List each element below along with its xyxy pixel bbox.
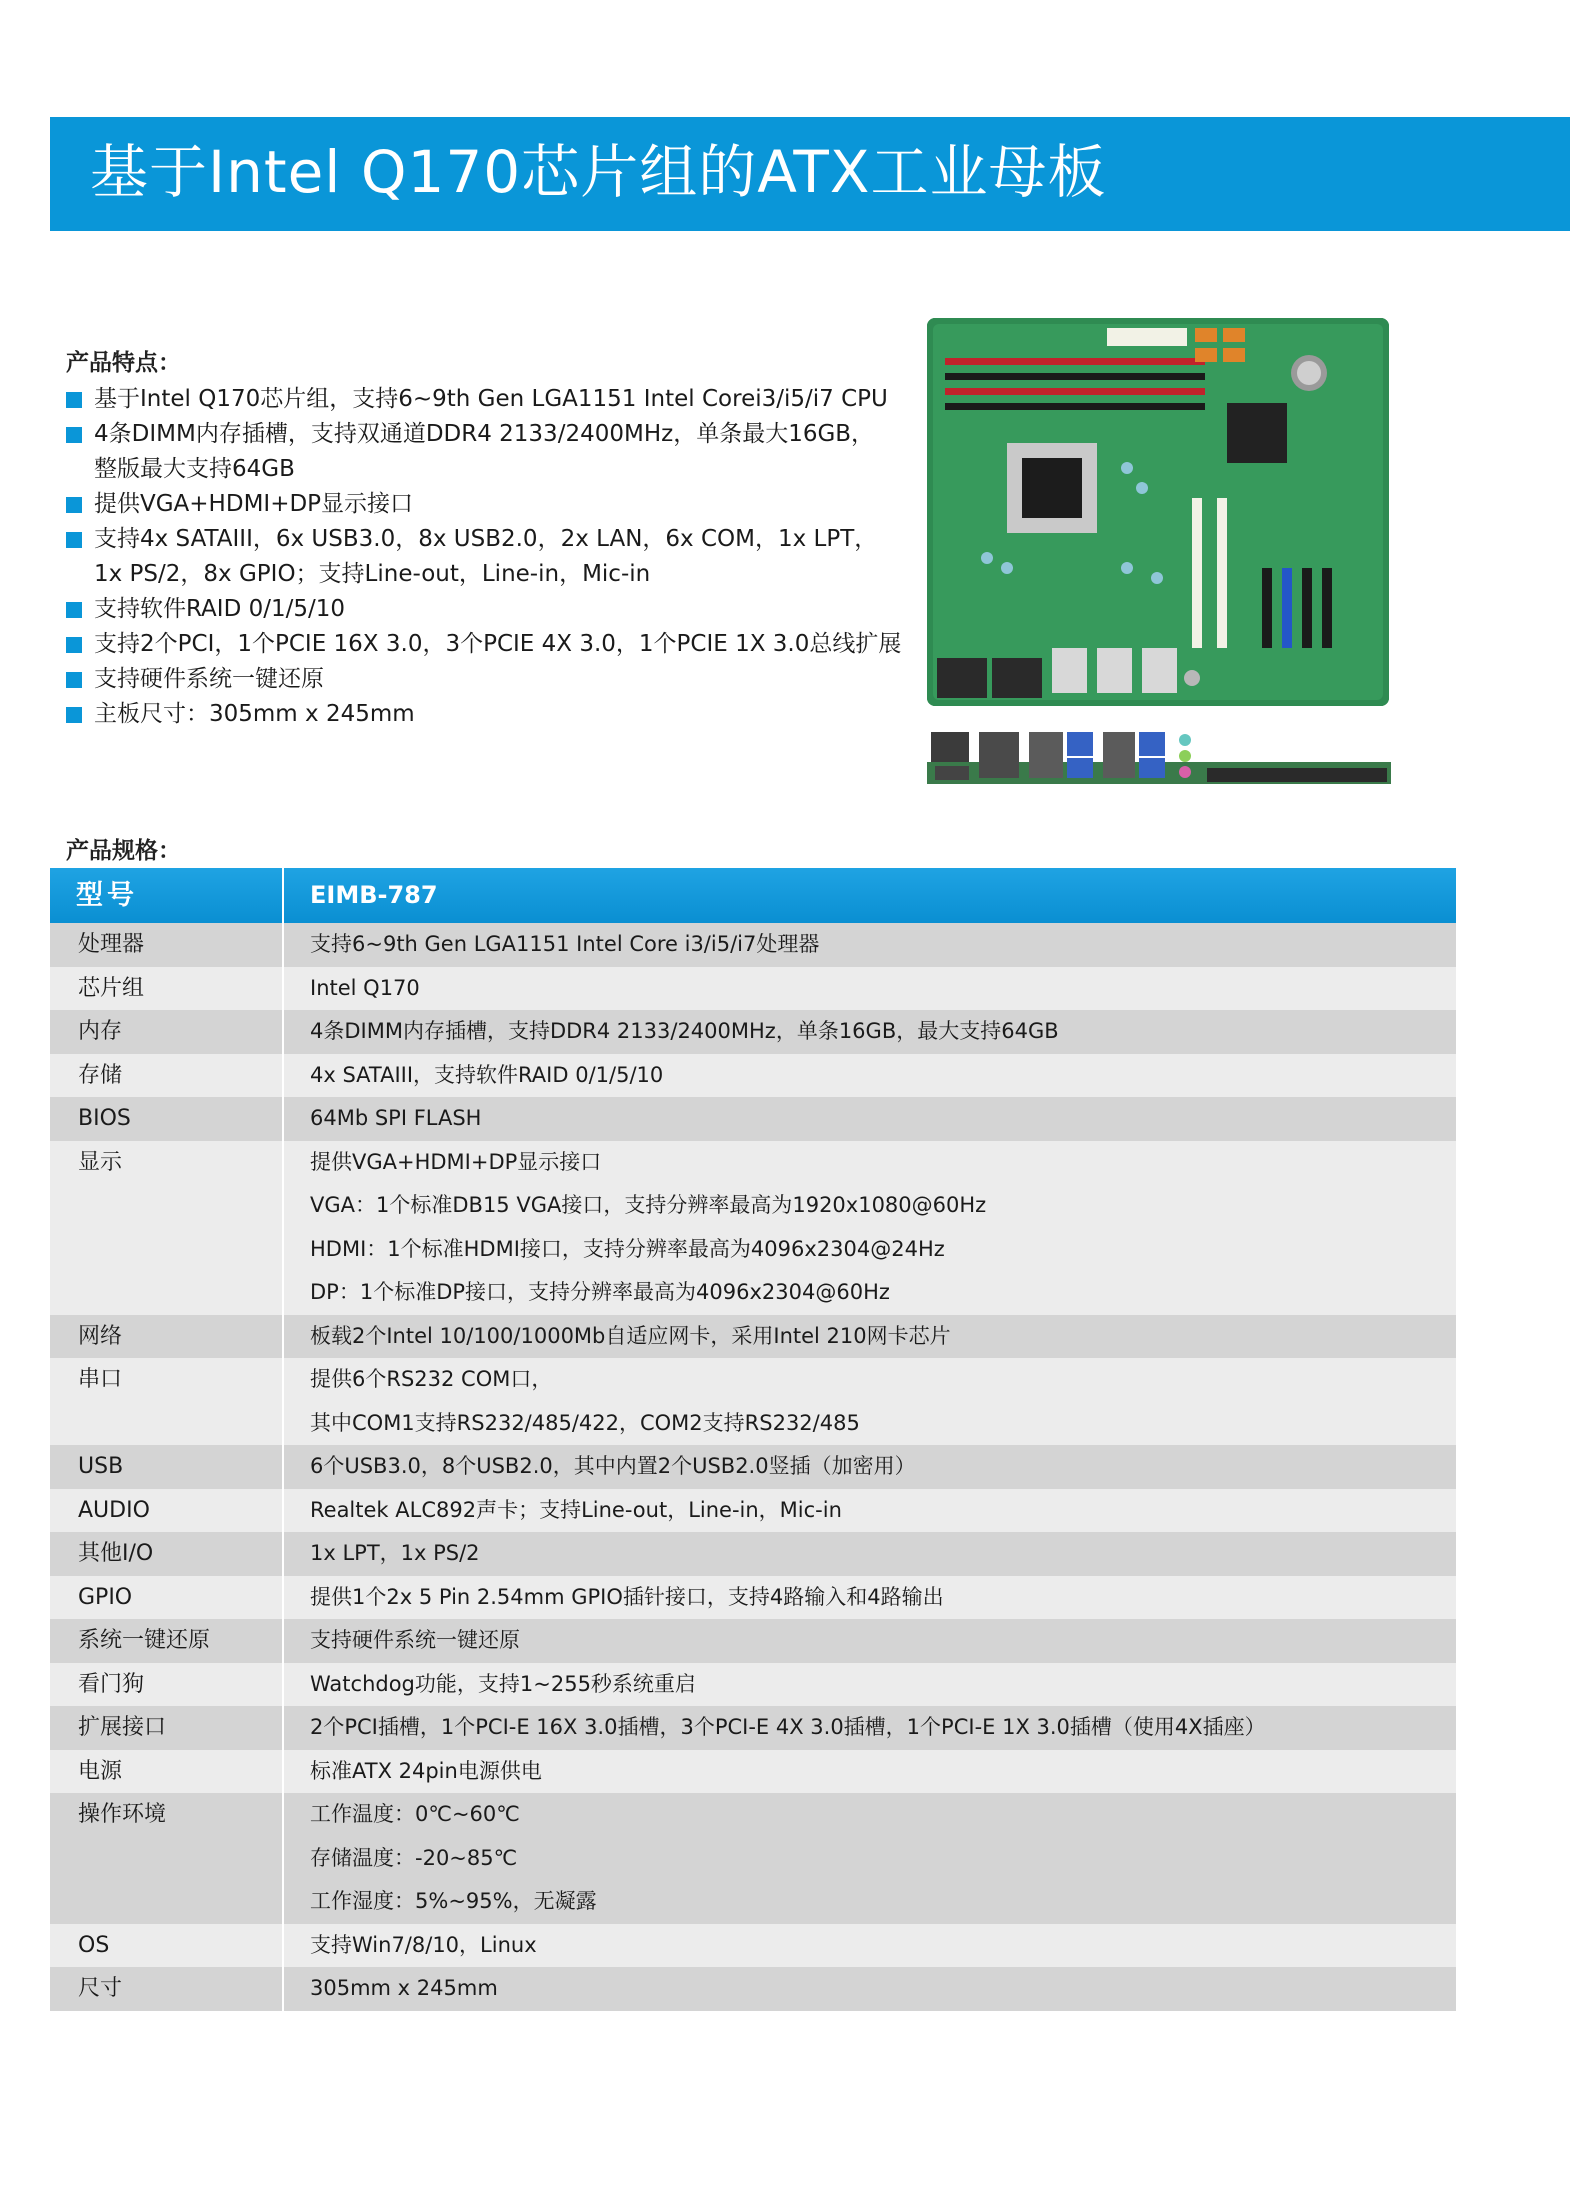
spec-row: [50, 1054, 1456, 1098]
motherboard-image: [927, 318, 1389, 706]
features-list: [66, 382, 902, 732]
spec-label: 串口: [78, 1367, 123, 1392]
spec-label: 处理器: [78, 932, 145, 957]
spec-value: [282, 1619, 1456, 1663]
square-bullet-icon: [66, 532, 82, 548]
spec-value: [282, 1793, 1456, 1924]
spec-value: [282, 1532, 1456, 1576]
spec-value-line: Watchdog功能，支持1~255秒系统重启: [310, 1671, 696, 1696]
spec-row: [50, 1576, 1456, 1620]
feature-text: 1x PS/2，8x GPIO；支持Line-out，Line-in，Mic-in: [94, 561, 651, 587]
feature-text: 4条DIMM内存插槽，支持双通道DDR4 2133/2400MHz，单条最大16GB，: [94, 421, 875, 447]
spec-label: 其他I/O: [78, 1541, 154, 1566]
spec-value-line: 其中COM1支持RS232/485/422，COM2支持RS232/485: [310, 1410, 860, 1435]
spec-label: 尺寸: [78, 1976, 123, 2001]
feature-item: [66, 697, 886, 732]
spec-label: OS: [78, 1932, 110, 1958]
spec-value-line: 板载2个Intel 10/100/1000Mb自适应网卡，采用Intel 210网卡芯片: [310, 1323, 951, 1348]
spec-value: [282, 1358, 1456, 1445]
feature-item: [66, 417, 886, 487]
spec-label: GPIO: [78, 1584, 133, 1610]
spec-label: 存储: [78, 1062, 123, 1088]
spec-row: [50, 1445, 1456, 1489]
spec-value: [282, 1576, 1456, 1620]
spec-value-line: 存储温度：-20~85℃: [310, 1845, 518, 1870]
spec-value: [282, 1706, 1456, 1750]
spec-row: [50, 1141, 1456, 1315]
square-bullet-icon: [66, 427, 82, 443]
spec-value-line: 4x SATAIII，支持软件RAID 0/1/5/10: [310, 1062, 664, 1087]
square-bullet-icon: [66, 392, 82, 408]
spec-row: [50, 1532, 1456, 1576]
feature-text: 整版最大支持64GB: [94, 456, 295, 482]
square-bullet-icon: [66, 602, 82, 618]
spec-label: 看门狗: [78, 1671, 145, 1697]
spec-value-line: 支持Win7/8/10，Linux: [310, 1932, 537, 1957]
spec-value: [282, 967, 1456, 1011]
square-bullet-icon: [66, 672, 82, 688]
title-banner: [50, 117, 1570, 231]
spec-row: [50, 1924, 1456, 1968]
spec-value-line: 支持硬件系统一键还原: [310, 1628, 520, 1652]
spec-label: AUDIO: [78, 1497, 150, 1523]
spec-row: [50, 1967, 1456, 2011]
spec-value-line: 标准ATX 24pin电源供电: [310, 1758, 542, 1783]
spec-value: [282, 1097, 1456, 1141]
spec-row: [50, 1489, 1456, 1533]
model-value: EIMB-787: [282, 868, 1456, 923]
spec-value-line: 64Mb SPI FLASH: [310, 1106, 482, 1130]
spec-value: [282, 923, 1456, 967]
spec-value-line: 6个USB3.0，8个USB2.0，其中内置2个USB2.0竖插（加密用）: [310, 1454, 916, 1478]
spec-row: [50, 1097, 1456, 1141]
spec-value-line: VGA：1个标准DB15 VGA接口，支持分辨率最高为1920x1080@60Hz: [310, 1193, 987, 1217]
feature-item: [66, 487, 886, 522]
spec-row: [50, 1663, 1456, 1707]
feature-item: [66, 592, 886, 627]
square-bullet-icon: [66, 497, 82, 513]
spec-value: [282, 1967, 1456, 2011]
feature-text: 主板尺寸：305mm x 245mm: [94, 701, 415, 727]
spec-value-line: 2个PCI插槽，1个PCI-E 16X 3.0插槽，3个PCI-E 4X 3.0插槽，1个PCI-E 1X 3.0插槽（使用4X插座）: [310, 1715, 1266, 1739]
spec-value-line: 305mm x 245mm: [310, 1976, 498, 2000]
spec-value: [282, 1750, 1456, 1794]
spec-label: 显示: [78, 1149, 123, 1175]
io-panel-image: [927, 728, 1391, 786]
spec-value-line: 提供VGA+HDMI+DP显示接口: [310, 1149, 602, 1174]
spec-value-line: DP：1个标准DP接口，支持分辨率最高为4096x2304@60Hz: [310, 1280, 890, 1304]
spec-value-line: 4条DIMM内存插槽，支持DDR4 2133/2400MHz，单条16GB，最大支持64GB: [310, 1019, 1059, 1043]
spec-value-line: Intel Q170: [310, 975, 420, 1000]
spec-value: [282, 1924, 1456, 1968]
spec-value: [282, 1489, 1456, 1533]
spec-value: [282, 1141, 1456, 1315]
page-title: 基于Intel Q170芯片组的ATX工业母板: [90, 138, 1107, 206]
spec-value-line: Realtek ALC892声卡；支持Line-out，Line-in，Mic-in: [310, 1497, 842, 1522]
spec-row: [50, 1619, 1456, 1663]
spec-value: [282, 1315, 1456, 1359]
spec-row: [50, 923, 1456, 967]
spec-value: [282, 1010, 1456, 1054]
square-bullet-icon: [66, 637, 82, 653]
spec-value-line: 工作湿度：5%~95%，无凝露: [310, 1889, 597, 1913]
spec-table: [50, 868, 1456, 2011]
spec-value: [282, 1663, 1456, 1707]
spec-table-header: [50, 868, 1456, 923]
spec-label: 网络: [78, 1323, 123, 1349]
spec-value: [282, 1054, 1456, 1098]
spec-value-line: HDMI：1个标准HDMI接口，支持分辨率最高为4096x2304@24Hz: [310, 1236, 945, 1261]
spec-label: 电源: [78, 1758, 123, 1784]
spec-row: [50, 1706, 1456, 1750]
specs-heading: 产品规格：: [66, 838, 181, 864]
feature-text: 提供VGA+HDMI+DP显示接口: [94, 491, 414, 517]
spec-value-line: 提供1个2x 5 Pin 2.54mm GPIO插针接口，支持4路输入和4路输出: [310, 1584, 944, 1609]
spec-value-line: 1x LPT，1x PS/2: [310, 1541, 480, 1565]
feature-text: 支持软件RAID 0/1/5/10: [94, 596, 346, 622]
spec-label: 内存: [78, 1019, 123, 1044]
spec-label: 操作环境: [78, 1802, 167, 1827]
spec-row: [50, 1793, 1456, 1924]
feature-item: [66, 522, 886, 592]
model-label: 型号: [76, 880, 138, 911]
spec-row: [50, 1358, 1456, 1445]
spec-label: 系统一键还原: [78, 1628, 211, 1653]
spec-row: [50, 1750, 1456, 1794]
spec-value-line: 支持6~9th Gen LGA1151 Intel Core i3/i5/i7处理器: [310, 932, 820, 956]
spec-label: BIOS: [78, 1106, 131, 1131]
spec-label: USB: [78, 1454, 124, 1479]
square-bullet-icon: [66, 707, 82, 723]
features-heading: 产品特点：: [66, 350, 181, 376]
spec-label: 芯片组: [78, 975, 145, 1001]
spec-row: [50, 1010, 1456, 1054]
spec-value-line: 工作温度：0℃~60℃: [310, 1802, 520, 1826]
feature-text: 支持2个PCI，1个PCIE 16X 3.0，3个PCIE 4X 3.0，1个PCIE 1X 3.0总线扩展: [94, 631, 902, 657]
feature-text: 基于Intel Q170芯片组，支持6~9th Gen LGA1151 Intel Corei3/i5/i7 CPU: [94, 386, 888, 412]
spec-label: 扩展接口: [78, 1715, 167, 1740]
feature-text: 支持4x SATAIII，6x USB3.0，8x USB2.0，2x LAN，6x COM，1x LPT，: [94, 526, 878, 552]
feature-item: [66, 662, 886, 697]
spec-row: [50, 967, 1456, 1011]
feature-item: [66, 627, 902, 662]
spec-value-line: 提供6个RS232 COM口，: [310, 1367, 553, 1391]
spec-value: [282, 1445, 1456, 1489]
feature-text: 支持硬件系统一键还原: [94, 666, 324, 692]
feature-item: [66, 382, 886, 417]
spec-row: [50, 1315, 1456, 1359]
